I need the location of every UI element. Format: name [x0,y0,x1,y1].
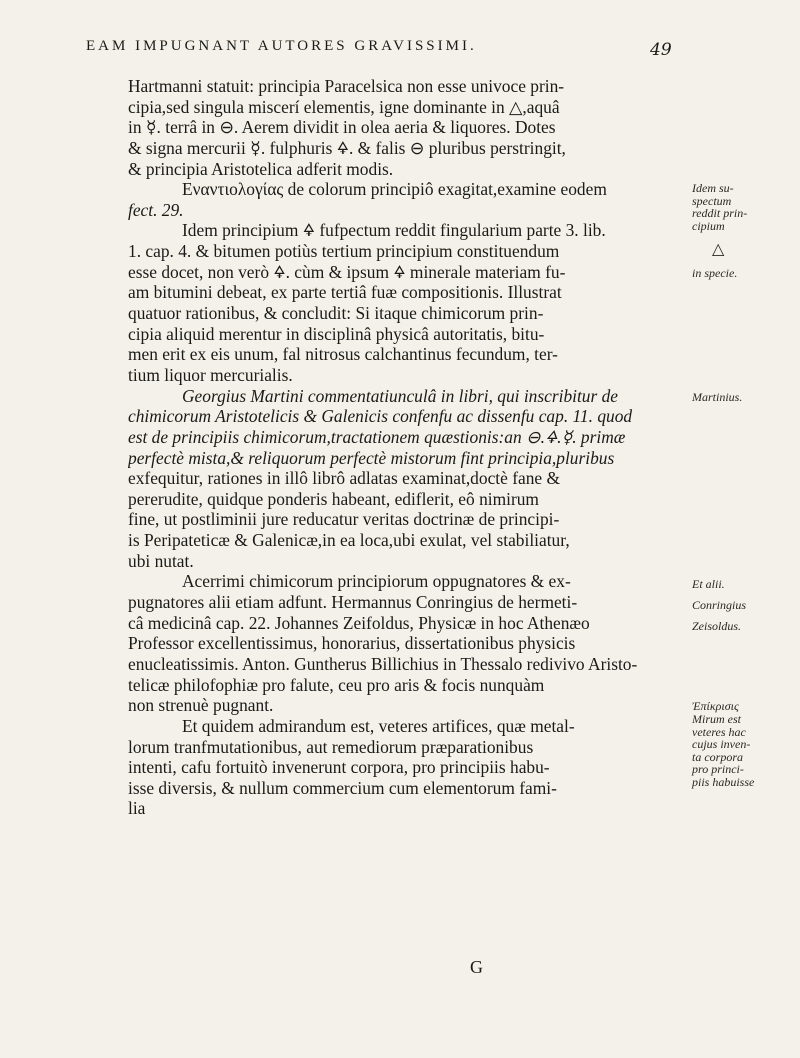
margin-note-in-specie [692,267,792,280]
margin-note-line: Mirum est [692,712,741,726]
text-line: ubi nutat. [128,550,194,571]
margin-note-line: Et alii. [692,577,725,591]
text-line: is Peripateticæ & Galenicæ,in ea loca,ubi exulat, vel stabiliatur, [128,530,570,551]
text-line: tium liquor mercurialis. [128,364,293,385]
signature-mark: G [470,957,483,977]
margin-note-line: pro princi- [692,762,744,776]
text-line: cipia,sed singula miscerí elementis, igne dominante in △,aquâ [128,96,560,117]
text-line: fect. 29. [128,199,184,220]
margin-note-line: in specie. [692,266,738,280]
margin-note-triangle-symbol [692,241,792,258]
margin-note-line: Idem su- [692,181,734,195]
text-line: Et quidem admirandum est, veteres artifices, quæ metal- [182,715,575,736]
margin-note-epikrisis [692,700,792,713]
running-head: EAM IMPUGNANT AUTORES GRAVISSIMI. [86,38,477,54]
text-line: am bitumini debeat, ex parte tertiâ fuæ compositionis. Illustrat [128,282,562,303]
text-line: est de principiis chimicorum,tractationem quæstionis:an ⊖.🜍.☿. primæ [128,426,626,447]
text-line: 1. cap. 4. & bitumen potiùs tertium principium constituendum [128,241,560,262]
margin-note-line: Ἐπίκρισις [692,699,739,713]
margin-note-line: ta corpora [692,749,743,764]
page-number: 49 [650,40,672,60]
text-line: men erit ex eis unum, fal nitrosus calchantinus fecundum, ter- [128,344,558,365]
text-line: lia [128,798,146,819]
margin-note-mirum-est [692,713,792,788]
text-line: fine, ut postliminii jure reducatur veritas doctrinæ de principi- [128,509,560,530]
margin-note-line: △ [712,241,725,258]
text-line: Georgius Martini commentatiunculâ in libri, qui inscribitur de [182,385,619,406]
text-line: telicæ philofophiæ pro falute, ceu pro aris & focis nunquàm [128,674,545,695]
margin-note-line: reddit prin- [692,206,748,220]
margin-note-line: Martinius. [692,390,743,404]
body-text [128,76,686,819]
margin-note-idem [692,182,792,232]
text-line: esse docet, non verò 🜍. cùm & ipsum 🜍 minerale materiam fu- [128,261,566,282]
margin-note-line: piis habuisse [692,774,755,789]
text-line: & principia Aristotelica adferit modis. [128,158,394,179]
margin-note-line: cipium [692,218,725,233]
text-line: Professor excellentissimus, honorarius, dissertationibus physicis [128,633,576,654]
margin-note-line: veteres hac [692,724,746,739]
text-line: Hartmanni statuit: principia Paracelsica non esse univoce prin- [128,76,565,96]
text-line: câ medicinâ cap. 22. Johannes Zeifoldus, Physicæ in hoc Athenæo [128,612,590,633]
margin-note-zeisoldus [692,620,792,633]
text-line: Acerrimi chimicorum principiorum oppugnatores & ex- [182,571,571,592]
text-line: lorum tranfmutationibus, aut remediorum præparationibus [128,736,534,757]
text-line: isse diversis, & nullum commercium cum elementorum fami- [128,777,557,798]
text-line: Idem principium 🜍 fufpectum reddit fingularium parte 3. lib. [182,220,606,241]
text-line: perfectè mista,& reliquorum perfectè mistorum fint principia,pluribus [128,447,615,468]
text-line: exfequitur, rationes in illô librô adlatas examinat,doctè fane & [128,468,560,489]
margin-note-line: Zeisoldus. [692,619,742,633]
text-line: pugnatores alii etiam adfunt. Hermannus Conringius de hermeti- [128,592,578,613]
text-line: quatuor rationibus, & concludit: Si itaque chimicorum prin- [128,303,544,324]
margin-note-conringius [692,599,792,612]
text-line: enucleatissimis. Anton. Guntherus Billichius in Thessalo redivivo Aristo- [128,653,638,674]
margin-note-line: spectum [692,193,732,208]
text-line: intenti, cafu fortuitò invenerunt corpora, pro principiis habu- [128,757,550,778]
text-line: non strenuè pugnant. [128,695,274,716]
margin-note-martinius [692,391,792,404]
margin-note-line: Conringius [692,598,747,612]
margin-note-line: cujus inven- [692,737,751,751]
text-line: Εναντιολογίας de colorum principiô exagitat,examine eodem [182,179,607,200]
text-line: & signa mercurii ☿. fulphuris 🜍. & falis ⊖ pluribus perstringit, [128,137,566,158]
text-line: cipia aliquid merentur in disciplinâ physicâ autoritatis, bitu- [128,323,545,344]
margin-note-et-alii [692,578,792,591]
text-line: in ☿. terrâ in ⊖. Aerem dividit in olea aeria & liquores. Dotes [128,117,556,138]
text-line: pererudite, quidque ponderis habeant, ediflerit, eô nimirum [128,488,539,509]
text-line: chimicorum Aristotelicis & Galenicis confenfu ac dissenfu cap. 11. quod [128,406,633,427]
